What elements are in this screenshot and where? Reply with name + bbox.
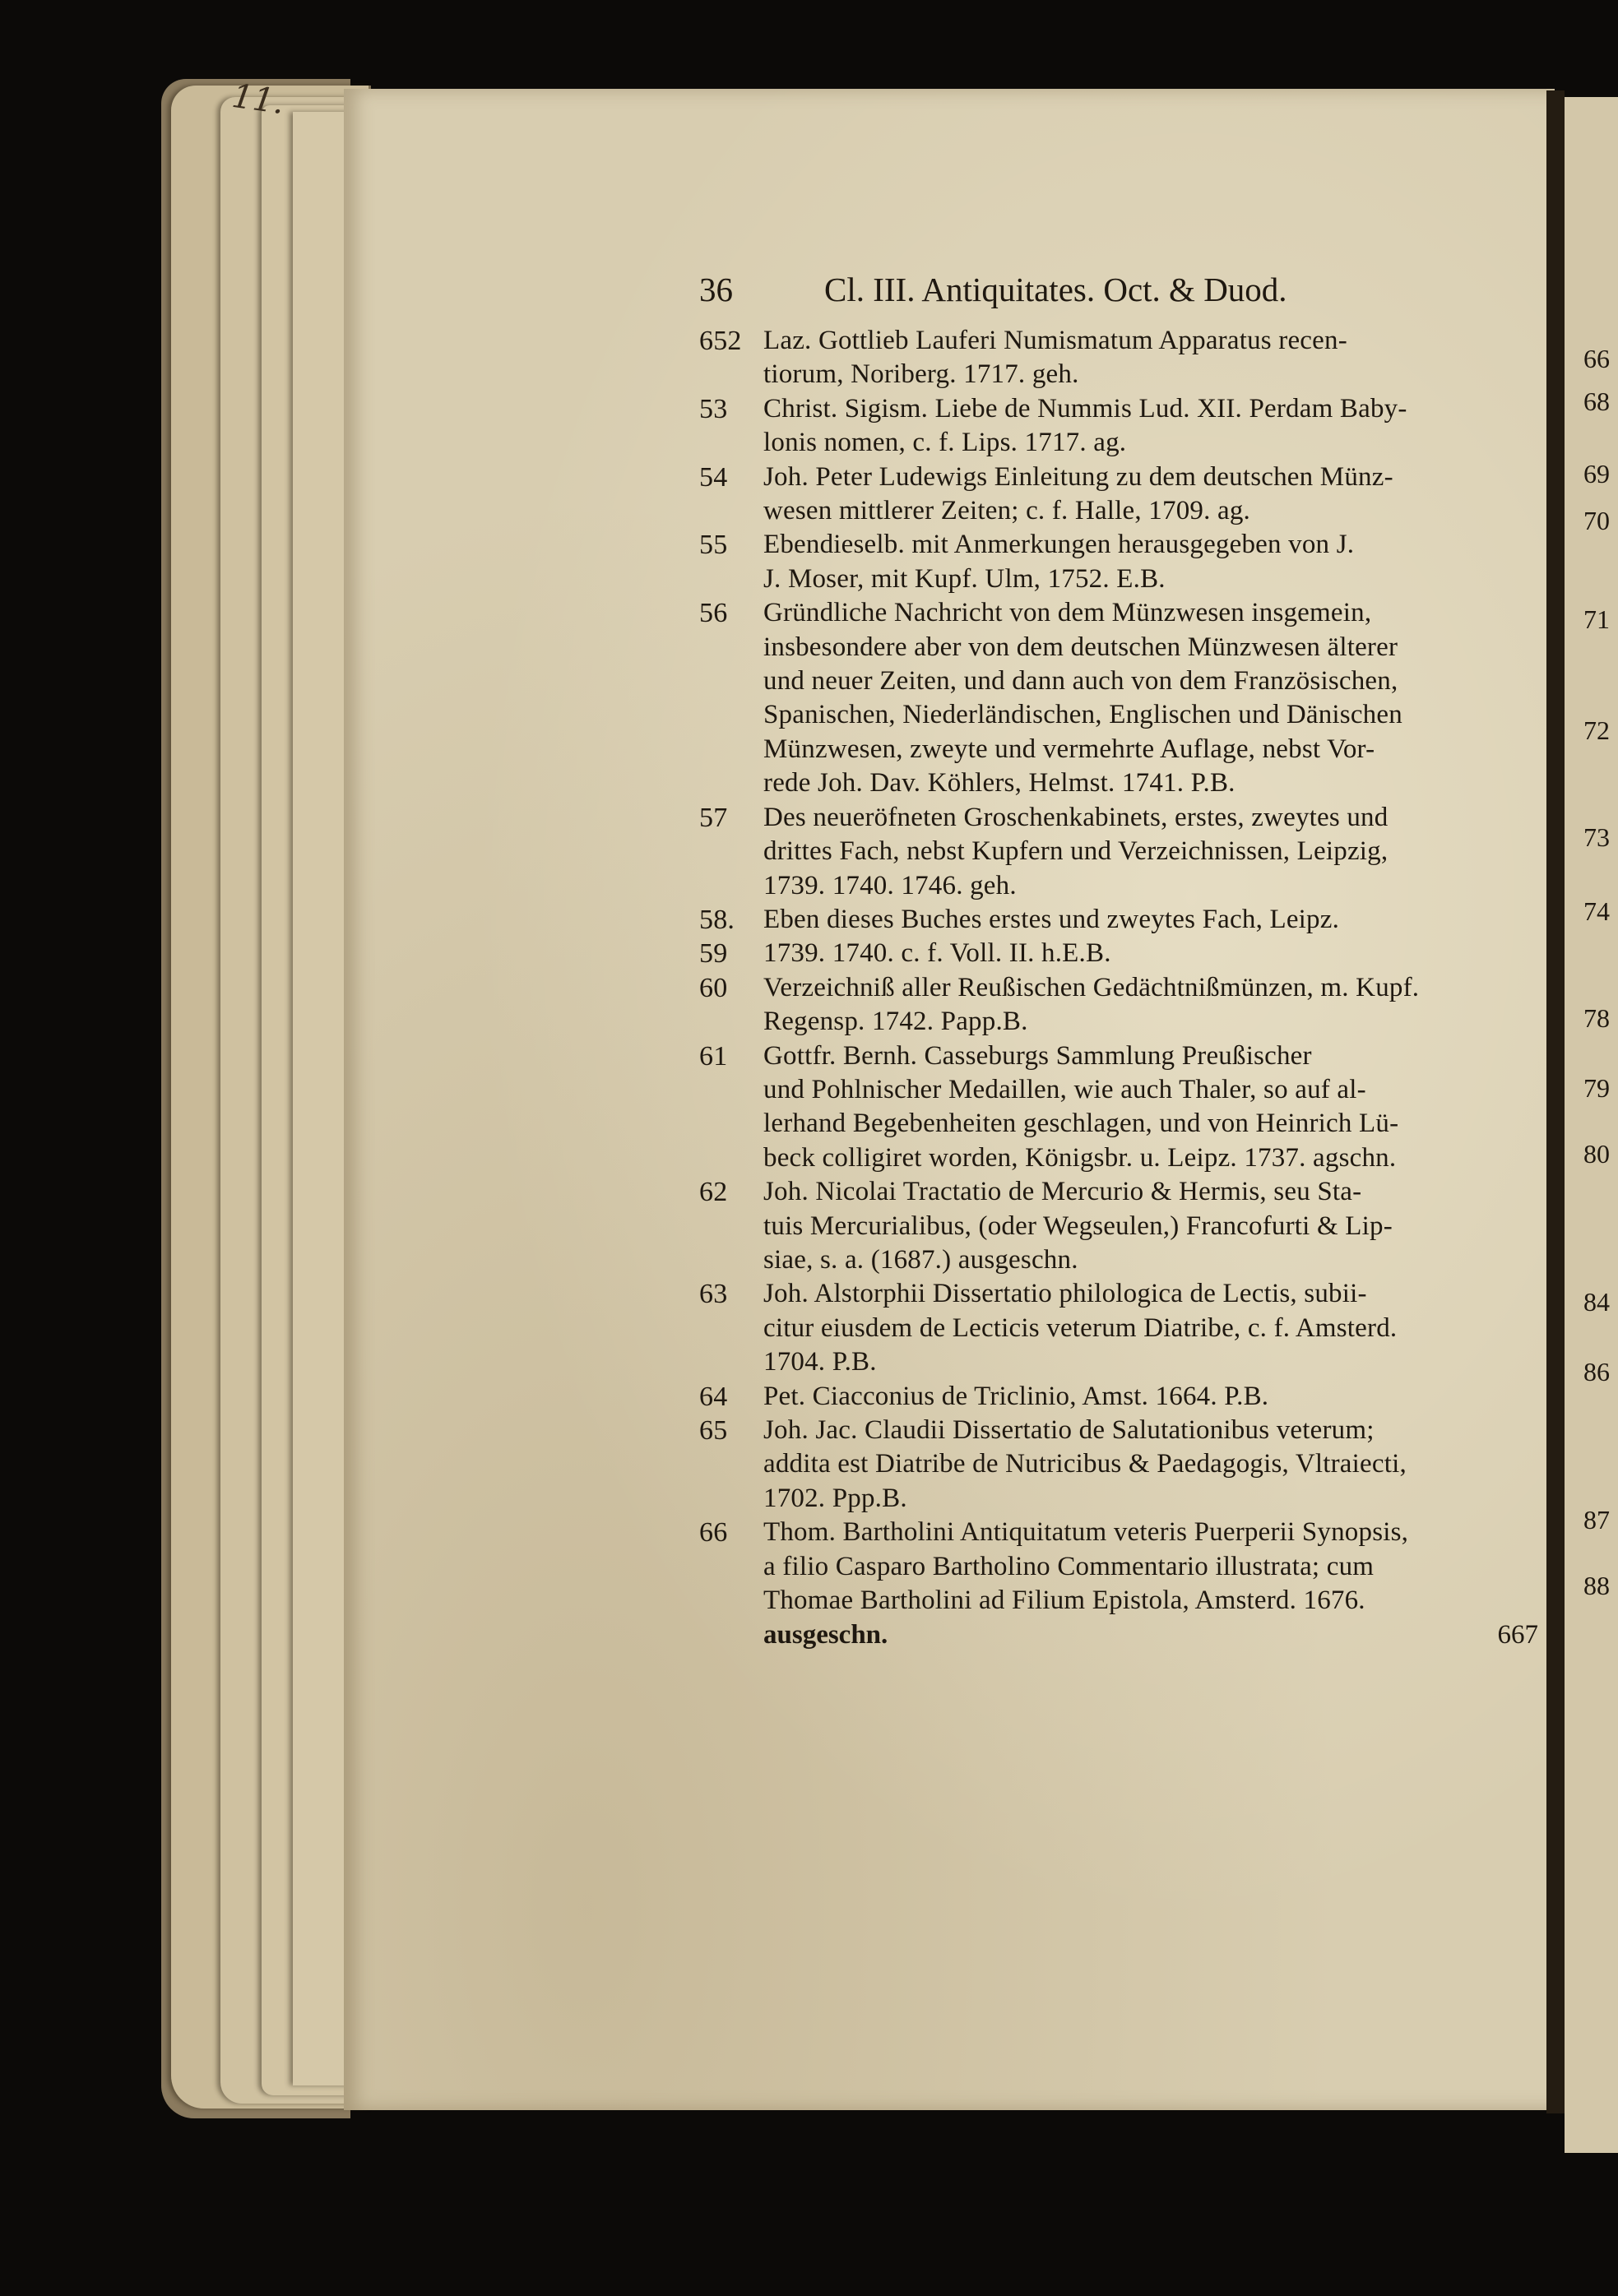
- entry-line: tiorum, Noriberg. 1717. geh.: [763, 359, 1079, 390]
- catalog-entry: [699, 324, 1538, 392]
- entry-line: Eben dieses Buches erstes und zweytes Fach, Leipz.: [763, 904, 1340, 934]
- entry-number: 60: [699, 972, 728, 1003]
- page-content: [699, 270, 1538, 1652]
- entry-text: [763, 1277, 1538, 1379]
- facing-page-number: 68: [1583, 387, 1610, 416]
- book-gutter: [1546, 90, 1565, 2113]
- entry-text: [763, 1516, 1538, 1618]
- facing-page-number: 71: [1583, 604, 1610, 634]
- entry-number: 64: [699, 1381, 728, 1412]
- entry-text: [763, 1414, 1538, 1516]
- entry-line: lerhand Begebenheiten geschlagen, und von Heinrich Lü-: [763, 1109, 1399, 1139]
- entry-line: insbesondere aber von dem deutschen Münzwesen älterer: [763, 632, 1398, 662]
- facing-page-number: 86: [1583, 1357, 1610, 1386]
- facing-page-number: 79: [1583, 1073, 1610, 1103]
- catalog-entry: [699, 1516, 1538, 1618]
- facing-page-number: 78: [1583, 1003, 1610, 1033]
- page-header: [699, 270, 1538, 319]
- entry-line: addita est Diatribe de Nutricibus & Paedagogis, Vltraiecti,: [763, 1449, 1407, 1479]
- entry-line: rede Joh. Dav. Köhlers, Helmst. 1741. P.B.: [763, 768, 1236, 799]
- entry-line: Des neueröfneten Groschenkabinets, erstes, zweytes und: [763, 802, 1389, 832]
- catalog-entry: [699, 461, 1538, 529]
- entry-line: und Pohlnischer Medaillen, wie auch Thaler, so auf al-: [763, 1074, 1366, 1104]
- entry-text: [763, 971, 1538, 1039]
- catalog-entry: [699, 1380, 1538, 1414]
- entry-line: und neuer Zeiten, und dann auch von dem Französischen,: [763, 666, 1398, 697]
- entry-number: 55: [699, 530, 728, 561]
- entry-line: 1704. P.B.: [763, 1347, 877, 1377]
- catchword-line: [699, 1618, 1538, 1652]
- running-title: Cl. III. Antiquitates. Oct. & Duod.: [824, 271, 1287, 308]
- entry-line: Münzwesen, zweyte und vermehrte Auflage, nebst Vor-: [763, 734, 1375, 764]
- catalog-entry: [699, 1175, 1538, 1277]
- entry-line: lonis nomen, c. f. Lips. 1717. ag.: [763, 428, 1127, 458]
- entry-line: tuis Mercurialibus, (oder Wegseulen,) Francofurti & Lip-: [763, 1210, 1393, 1241]
- entry-text: [763, 461, 1538, 529]
- entry-line: Gottfr. Bernh. Casseburgs Sammlung Preußischer: [763, 1040, 1312, 1071]
- catalog-entry: [699, 971, 1538, 1039]
- entry-text: [763, 1039, 1538, 1176]
- entry-text: [763, 801, 1538, 903]
- entry-number: 57: [699, 802, 728, 833]
- facing-page-number: 80: [1583, 1139, 1610, 1169]
- entry-line: siae, s. a. (1687.) ausgeschn.: [763, 1244, 1078, 1275]
- entry-line: Joh. Alstorphii Dissertatio philologica de Lectis, subii-: [763, 1279, 1367, 1309]
- entry-text: [763, 596, 1538, 800]
- entry-text: [763, 528, 1538, 596]
- entry-line: Thom. Bartholini Antiquitatum veteris Puerperii Synopsis,: [763, 1517, 1409, 1548]
- entry-line: wesen mittlerer Zeiten; c. f. Halle, 1709. ag.: [763, 496, 1250, 526]
- entry-number: 56: [699, 598, 728, 629]
- handwritten-margin-note: 11.: [229, 76, 287, 123]
- entry-line: 1702. Ppp.B.: [763, 1483, 907, 1513]
- entry-line: J. Moser, mit Kupf. Ulm, 1752. E.B.: [763, 563, 1166, 594]
- entry-line: 1739. 1740. c. f. Voll. II. h.E.B.: [763, 938, 1111, 969]
- entry-line: Gründliche Nachricht von dem Münzwesen insgemein,: [763, 598, 1372, 628]
- facing-page-number: 66: [1583, 344, 1610, 373]
- catchword-text: ausgeschn.: [763, 1620, 888, 1650]
- catalog-entry: [699, 903, 1538, 971]
- facing-page-number: 72: [1583, 715, 1610, 745]
- entry-number: 58. 59: [699, 904, 735, 970]
- facing-page-number: 73: [1583, 822, 1610, 852]
- entry-text: [763, 1380, 1538, 1414]
- page-number: 36: [699, 271, 733, 308]
- entry-line: Ebendieselb. mit Anmerkungen herausgegeben von J.: [763, 530, 1355, 560]
- facing-page-number: 74: [1583, 896, 1610, 926]
- entry-line: a filio Casparo Bartholino Commentario illustrata; cum: [763, 1551, 1375, 1581]
- entry-number: 53: [699, 393, 728, 424]
- entry-line: Verzeichniß aller Reußischen Gedächtnißmünzen, m. Kupf.: [763, 972, 1420, 1002]
- catalog-entry: [699, 596, 1538, 800]
- entry-line: Christ. Sigism. Liebe de Nummis Lud. XII. Perdam Baby-: [763, 393, 1407, 424]
- entry-text: [763, 1175, 1538, 1277]
- entry-number: 66: [699, 1517, 728, 1548]
- catalog-entries: [699, 324, 1538, 1618]
- entry-number: 652: [699, 326, 742, 356]
- catchword-number: 667: [1497, 1620, 1538, 1650]
- entry-line: Spanischen, Niederländischen, Englischen und Dänischen: [763, 700, 1402, 730]
- entry-line: drittes Fach, nebst Kupfern und Verzeichnissen, Leipzig,: [763, 836, 1389, 867]
- facing-page-number: 87: [1583, 1505, 1610, 1535]
- catalog-entry: [699, 1277, 1538, 1379]
- facing-page-number: 84: [1583, 1287, 1610, 1317]
- entry-number: 65: [699, 1415, 728, 1446]
- catalog-entry: [699, 1414, 1538, 1516]
- catalog-entry: [699, 801, 1538, 903]
- facing-page-number: 88: [1583, 1571, 1610, 1600]
- entry-number: 63: [699, 1279, 728, 1310]
- facing-page-numbers: [1583, 0, 1618, 2296]
- entry-line: Pet. Ciacconius de Triclinio, Amst. 1664. P.B.: [763, 1381, 1269, 1411]
- entry-text: [763, 392, 1538, 461]
- entry-text: [763, 903, 1538, 971]
- entry-line: beck colligiret worden, Königsbr. u. Leipz. 1737. agschn.: [763, 1142, 1397, 1173]
- catalog-entry: [699, 392, 1538, 461]
- entry-line: Laz. Gottlieb Lauferi Numismatum Apparatus recen-: [763, 326, 1347, 355]
- entry-number: 61: [699, 1040, 728, 1072]
- catalog-entry: [699, 528, 1538, 596]
- entry-line: Regensp. 1742. Papp.B.: [763, 1007, 1028, 1037]
- catalog-entry: [699, 1039, 1538, 1176]
- facing-page-number: 69: [1583, 459, 1610, 488]
- entry-line: citur eiusdem de Lecticis veterum Diatribe, c. f. Amsterd.: [763, 1312, 1398, 1343]
- entry-line: Thomae Bartholini ad Filium Epistola, Amsterd. 1676.: [763, 1585, 1365, 1616]
- entry-number: 62: [699, 1177, 728, 1208]
- entry-line: 1739. 1740. 1746. geh.: [763, 870, 1017, 900]
- entry-line: Joh. Peter Ludewigs Einleitung zu dem deutschen Münz-: [763, 461, 1393, 492]
- entry-text: [763, 324, 1538, 392]
- entry-line: Joh. Jac. Claudii Dissertatio de Salutationibus veterum;: [763, 1415, 1375, 1445]
- entry-line: Joh. Nicolai Tractatio de Mercurio & Hermis, seu Sta-: [763, 1177, 1362, 1207]
- entry-number: 54: [699, 461, 728, 493]
- facing-page-number: 70: [1583, 506, 1610, 535]
